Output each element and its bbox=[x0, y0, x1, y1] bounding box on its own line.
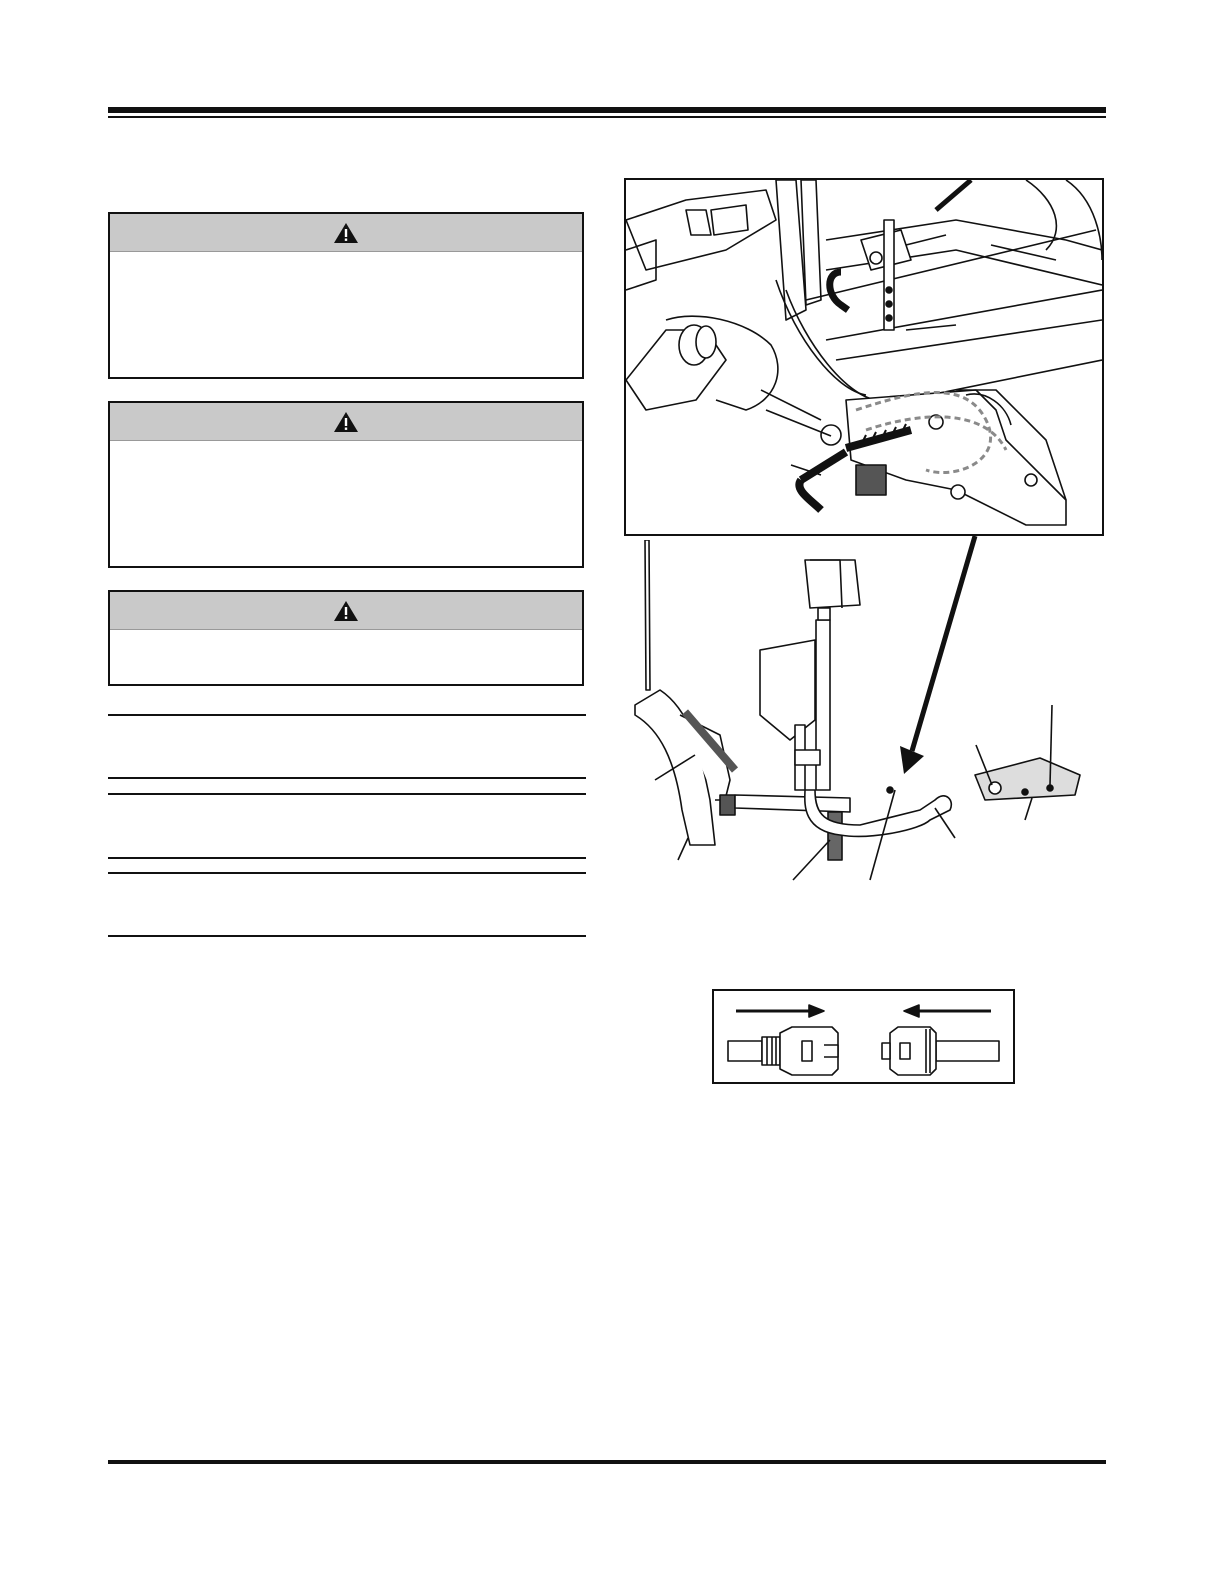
warning-box-2 bbox=[108, 401, 584, 568]
header-rule-thick bbox=[108, 107, 1106, 113]
note-rule bbox=[108, 857, 586, 859]
header-rule-thin bbox=[108, 116, 1106, 118]
warning-header bbox=[110, 592, 582, 630]
warning-header bbox=[110, 214, 582, 252]
warning-box-3 bbox=[108, 590, 584, 686]
note-rule bbox=[108, 793, 586, 795]
warning-triangle-icon bbox=[333, 600, 359, 622]
electrical-connector-illustration bbox=[714, 991, 1013, 1082]
warning-triangle-icon bbox=[333, 222, 359, 244]
note-rule bbox=[108, 714, 586, 716]
note-rule bbox=[108, 872, 586, 874]
note-rule bbox=[108, 777, 586, 779]
footer-rule bbox=[108, 1460, 1106, 1464]
mount-bracket-detail-illustration bbox=[626, 180, 1102, 534]
warning-box-1 bbox=[108, 212, 584, 379]
detail-figure bbox=[624, 178, 1104, 536]
warning-header bbox=[110, 403, 582, 441]
plow-mount-assembly-illustration bbox=[620, 540, 1106, 885]
note-rule bbox=[108, 935, 586, 937]
warning-triangle-icon bbox=[333, 411, 359, 433]
connector-figure bbox=[712, 989, 1015, 1084]
